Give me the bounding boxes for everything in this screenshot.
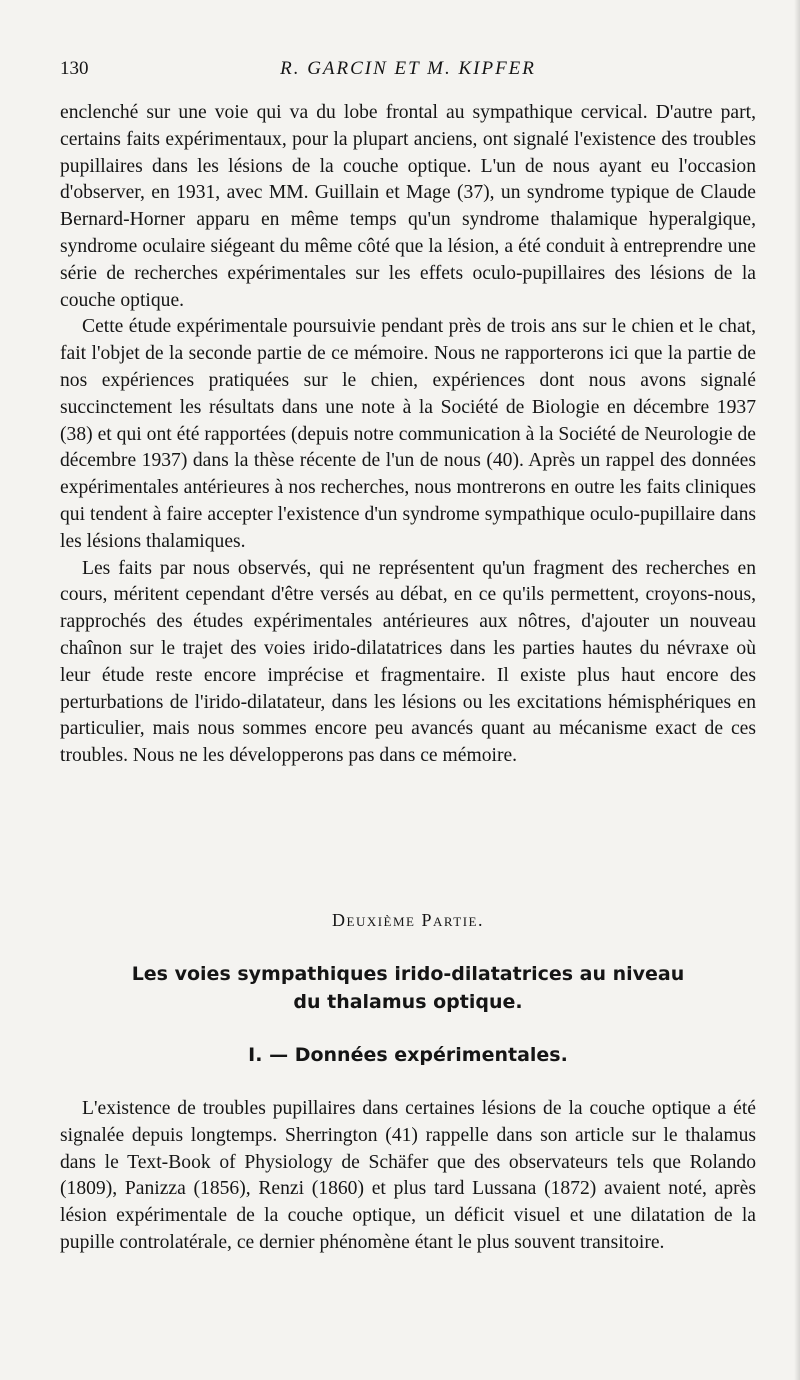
- body-text: [60, 100, 756, 770]
- paragraph: enclenché sur une voie qui va du lobe frontal au sympathique cervical. D'autre part, certains faits expérimentaux, pour la plupart anciens, ont signalé l'existence des troubles pupillaires dans les lésions de la couche optique. L'un de nous ayant eu l'occasion d'observer, en 1931, avec MM. Guillain et Mage (37), un syndrome typique de Claude Bernard-Horner apparu en même temps qu'un syndrome thalamique hyperalgique, syndrome oculaire siégeant du même côté que la lésion, a été conduit à entreprendre une série de recherches expérimentales sur les effets oculo-pupillaires des lésions de la couche optique.: [60, 102, 756, 311]
- running-head: R. GARCIN ET M. KIPFER: [280, 58, 536, 79]
- paragraph: Cette étude expérimentale poursuivie pendant près de trois ans sur le chien et le chat, fait l'objet de la seconde partie de ce mémoire. Nous ne rapporterons ici que la partie de nos expériences pratiquées sur le chien, expériences dont nous avons signalé succinctement les résultats dans une note à la Société de Biologie en décembre 1937 (38) et qui ont été rapportées (depuis notre communication à la Société de Neurologie de décembre 1937) dans la thèse récente de l'un de nous (40). Après un rappel des données expérimentales antérieures à nos recherches, nous montrerons en outre les faits cliniques qui tendent à faire accepter l'existence d'un syndrome sympathique oculo-pupillaire dans les lésions thalamiques.: [60, 316, 756, 552]
- body-text-section: [60, 1096, 756, 1257]
- paragraph: Les faits par nous observés, qui ne représentent qu'un fragment des recherches en cours, méritent cependant d'être versés au débat, en ce qu'ils permettent, croyons-nous, rapprochés des études expérimentales antérieures aux nôtres, d'ajouter un nouveau chaînon sur le trajet des voies irido-dilatatrices dans les parties hautes du névraxe où leur étude reste encore imprécise et fragmentaire. Il existe plus haut encore des perturbations de l'irido-dilatateur, dans les lésions ou les excitations hémisphériques en particulier, mais nous sommes encore peu avancés quant au mécanisme exact de ces troubles. Nous ne les développerons pas dans ce mémoire.: [60, 557, 756, 767]
- page-edge-shadow: [794, 0, 800, 1380]
- paragraph: L'existence de troubles pupillaires dans certaines lésions de la couche optique a été signalée depuis longtemps. Sherrington (41) rappelle dans son article sur le thalamus dans le Text-Book of Physiology de Schäfer que des observateurs tels que Rolando (1809), Panizza (1856), Renzi (1860) et plus tard Lussana (1872) avaient noté, après lésion expérimentale de la couche optique, un déficit visuel et une dilatation de la pupille controlatérale, ce dernier phénomène étant le plus souvent transitoire.: [60, 1098, 756, 1253]
- part-heading: Deuxième Partie.: [332, 910, 484, 930]
- section-title: [60, 960, 756, 1016]
- section-title-line: Les voies sympathiques irido-dilatatrices au niveau: [131, 963, 685, 985]
- page-number: 130: [60, 58, 89, 79]
- page-header: [60, 58, 756, 88]
- section-title-line: du thalamus optique.: [293, 991, 523, 1013]
- subsection-title: I. — Données expérimentales.: [248, 1044, 568, 1066]
